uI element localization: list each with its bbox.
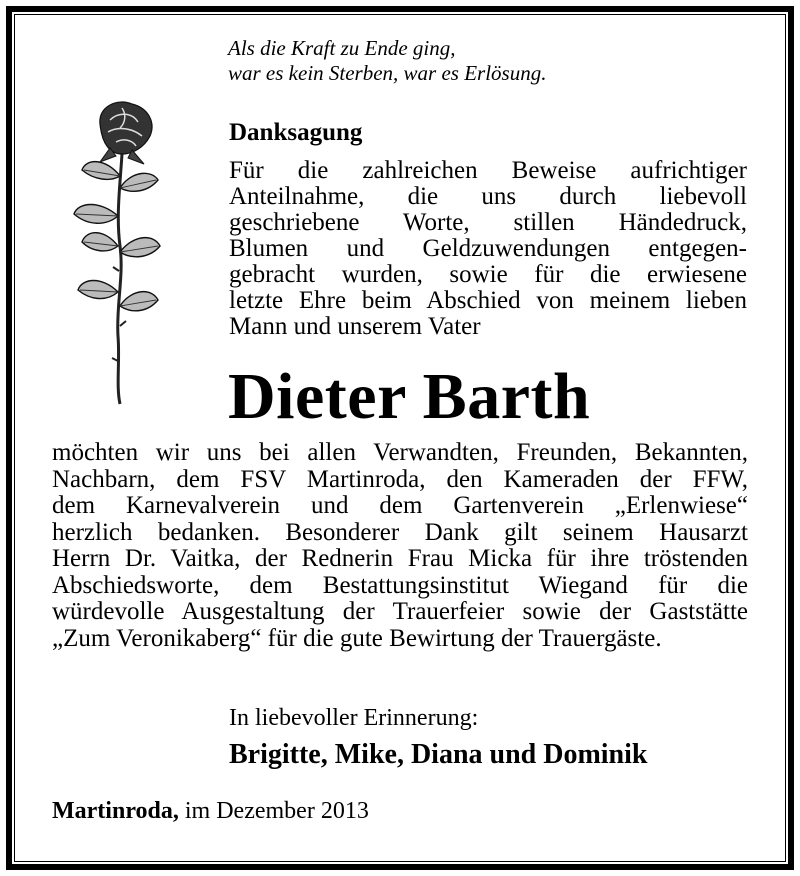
place-town: Martinroda, <box>52 798 179 824</box>
intro-paragraph <box>229 158 747 340</box>
body-line: Herrn Dr. Vaitka, der Rednerin Frau Micka für ihre tröstenden <box>52 545 748 572</box>
deceased-name: Dieter Barth <box>228 360 591 433</box>
intro-line: Mann und unserem Vater <box>229 313 481 340</box>
body-line: „Zum Veronikaberg“ für die gute Bewirtung der Trauergäste. <box>52 624 662 652</box>
body-line: dem Karnevalverein und dem Gartenverein „Erlenwiese“ <box>52 492 748 519</box>
motto-line-2: war es kein Sterben, war es Erlösung. <box>228 61 547 85</box>
signers: Brigitte, Mike, Diana und Dominik <box>229 739 648 770</box>
rose-icon <box>70 96 170 408</box>
body-line: Nachbarn, dem FSV Martinroda, den Kameraden der FFW, <box>52 465 748 493</box>
body-paragraph <box>52 440 748 652</box>
intro-line: geschriebene Worte, stillen Händedruck, <box>229 209 747 236</box>
intro-line: Blumen und Geldzuwendungen entgegen- <box>229 235 747 262</box>
place-and-date <box>52 796 369 826</box>
intro-line: gebracht wurden, sowie für die erwiesene <box>229 261 747 288</box>
intro-line: letzte Ehre beim Abschied von meinem lieben <box>229 287 747 314</box>
body-line: würdevolle Ausgestaltung der Trauerfeier sowie der Gaststätte <box>52 598 748 625</box>
motto <box>228 36 546 86</box>
place-date: im Dezember 2013 <box>184 798 369 824</box>
body-line: Abschiedsworte, dem Bestattungsinstitut Wiegand für die <box>52 571 748 599</box>
intro-line: Für die zahlreichen Beweise aufrichtiger <box>229 157 747 184</box>
intro-line: Anteilnahme, die uns durch liebevoll <box>229 183 747 210</box>
closing-phrase: In liebevoller Erinnerung: <box>229 705 479 731</box>
motto-line-1: Als die Kraft zu Ende ging, <box>228 36 456 60</box>
body-line: möchten wir uns bei allen Verwandten, Freunden, Bekannten, <box>52 439 748 466</box>
heading: Danksagung <box>229 119 363 146</box>
body-line: herzlich bedanken. Besonderer Dank gilt seinem Hausarzt <box>52 518 748 546</box>
